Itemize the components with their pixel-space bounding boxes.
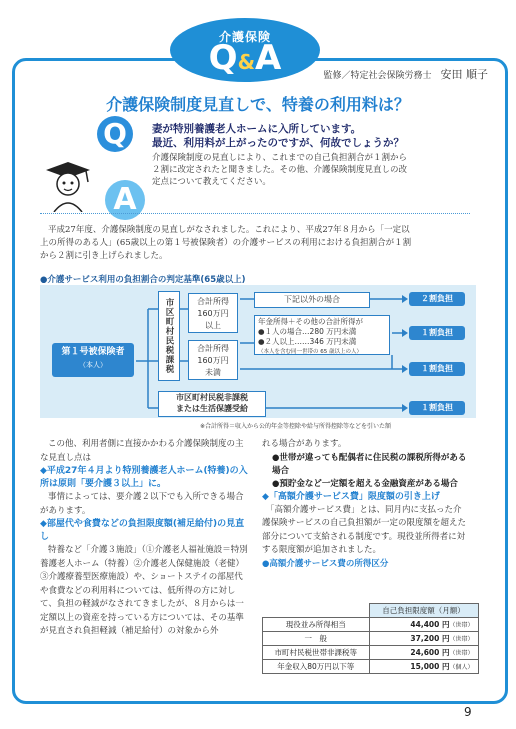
question-detail: 介護保険制度の見直しにより、これまでの自己負担割合が１割から ２割に改定されたと聞きました。その他、介護保険制度見直しの改 定点について教えてください。 bbox=[152, 153, 408, 187]
label-1-ratio-c: １割負担 bbox=[409, 401, 465, 415]
diagram-heading: ●介護サービス利用の負担割合の判定基準(65歳以上) bbox=[40, 275, 246, 285]
table-row: 一 般 37,200 円（世帯） bbox=[263, 632, 479, 646]
label-1-ratio-b: １割負担 bbox=[409, 362, 465, 376]
left-column: この他、利用者側に直接かかわる介護保険制度の主な見直し点は ◆平成27年４月より特別養護老人ホーム(特養)の入所は原則「要介護３以上」に。 事情によっては、要介護２以下でも入所できる場合があります。 ◆部屋代や食費などの負担限度額(補足給付)の見直し 特養など「介護３施設」（①介護老人福祉施設＝特別養護老人ホーム（特養）②介護老人保健施設（老健）③介護療養型医療施設）や、ショートステイの部屋代や食費などの利用料については、低所得の方に対して、負担の軽減がなされてきましたが、８月からは一定額以上の資産を持っている方については、その基準が見直され負担軽減（補足給付）の対象から外 bbox=[40, 439, 248, 636]
label-1-ratio-a: １割負担 bbox=[409, 326, 465, 340]
table-row: 年金収入80万円以下等 15,000 円（個人） bbox=[263, 660, 479, 674]
right-column: れる場合があります。 ●世帯が違っても配偶者に住民税の課税所得がある場合 ●預貯金など一定額を超える金融資産がある場合 ◆「高額介護サービス費」限度額の引き上げ 「高額介護サービス費」とは、同月内に支払った介護保険サービスの自己負担額が一定の限度額を超えた部分について支給される制度です。現役並所得者に対する限度額が追加されました。 ●高額介護サービス費の所得区分 bbox=[262, 439, 467, 569]
graduate-illustration bbox=[40, 160, 96, 212]
limits-table-corner bbox=[263, 604, 370, 618]
taxed-box: 市区町村民税課税 bbox=[158, 291, 180, 381]
insured-box: 第１号被保険者 （本人） bbox=[52, 343, 134, 377]
page-title: 介護保険制度見直しで、特養の利用料は？ bbox=[106, 95, 410, 114]
question-mark: Q bbox=[97, 116, 133, 152]
table-row: 市町村民税世帯非課税等 24,600 円（世帯） bbox=[263, 646, 479, 660]
table-row: 現役並み所得相当 44,400 円（世帯） bbox=[263, 618, 479, 632]
answer-mark: A bbox=[105, 180, 145, 220]
case-pension-box: 年金所得＋その他の合計所得が ●１人の場合…280 万円未満 ●２人以上……346 万円未満 （本人を含む同一世帯の 65 歳以上の人） bbox=[254, 315, 390, 355]
case-other-box: 下記以外の場合 bbox=[254, 292, 370, 308]
series-label: 介護保険 bbox=[218, 30, 271, 44]
label-2-ratio: ２割負担 bbox=[409, 292, 465, 306]
page-number: 9 bbox=[464, 705, 472, 719]
income-high-box: 合計所得 160万円 以上 bbox=[188, 293, 238, 333]
supervisor-credit: 監修／特定社会保険労務士 安田 順子 bbox=[323, 68, 488, 81]
limits-table-header: 自己負担限度額（月額） bbox=[369, 604, 478, 618]
question-text: 妻が特別養護老人ホームに入所しています。 最近、利用料が上がったのですが、何故でしょうか？ bbox=[152, 123, 404, 149]
income-low-box: 合計所得 160万円 未満 bbox=[188, 340, 238, 380]
diagram-footnote: ※合計所得＝収入から公的年金等控除や給与所得控除等などを引いた額 bbox=[200, 423, 392, 430]
answer-text: 平成27年度、介護保険制度の見直しがなされました。これにより、平成27年８月から「一定以 上の所得のある人」(65歳以上の第１号被保険者）の介護サービスの利用における負担割合が１割 から２割に引き上げられました。 bbox=[40, 225, 412, 261]
judgment-diagram bbox=[40, 285, 476, 418]
qa-logo: Q&A bbox=[208, 38, 282, 78]
nontaxed-box: 市区町村民税非課税 または生活保護受給 bbox=[158, 391, 266, 417]
divider bbox=[40, 213, 470, 214]
limits-table bbox=[262, 603, 479, 674]
